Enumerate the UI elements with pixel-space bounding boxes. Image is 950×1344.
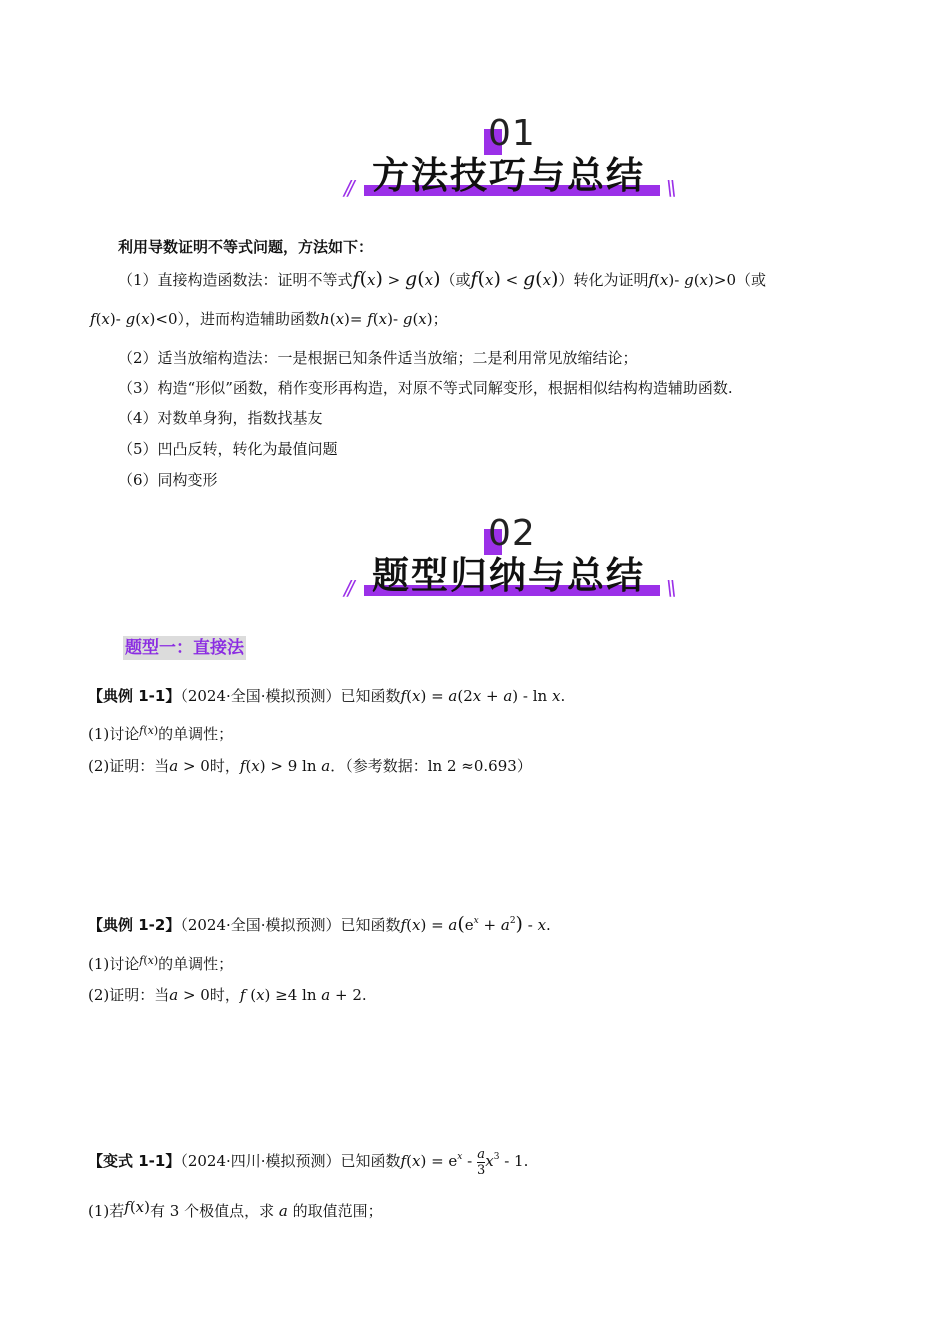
- variant-1-1-question-1: (1)若f(x)有 3 个极值点，求 a 的取值范围；: [88, 1198, 383, 1220]
- example-1-1-statement: 【典例 1-1】（2024·全国·模拟预测）已知函数f(x) = a(2x + a) - ln x.: [88, 687, 566, 705]
- example-1-1-question-2: (2)证明：当a > 0时，f(x) > 9 ln a．（参考数据：ln 2 ≈0.693）: [88, 757, 532, 775]
- banner-1-right-slash: \\: [666, 176, 674, 200]
- variant-1-1-statement: 【变式 1-1】（2024·四川·模拟预测）已知函数$f(x) = e^x$ - $\frac{a}{3}$ $x^3 - 1$.: [88, 1146, 529, 1178]
- example-1-2-question-2: (2)证明：当a > 0时，f (x) ≥4 ln a + 2.: [88, 986, 367, 1004]
- banner-2: [340, 512, 685, 602]
- intro-item-2: （2）适当放缩构造法：一是根据已知条件适当放缩；二是利用常见放缩结论；: [118, 349, 638, 367]
- banner-1-title: 方法技巧与总结: [372, 154, 645, 197]
- intro-item-1-line-1: （1）直接构造函数法：证明不等式f(x) > g(x)（或f(x) < g(x)）转化为证明f(x)- g(x)>0（或: [118, 268, 767, 290]
- intro-item-6: （6）同构变形: [118, 471, 218, 489]
- intro-item-1-line-2: f(x)- g(x)<0），进而构造辅助函数h(x)= f(x)- g(x)；: [90, 310, 448, 328]
- banner-2-right-slash: \\: [666, 576, 674, 600]
- section-label-type-1: 题型一：直接法: [125, 638, 244, 658]
- example-1-2-question-1: (1)讨论$^{f(x)}$的单调性；: [88, 954, 234, 973]
- fraction-a-over-3: $\frac{a}{3}$: [476, 1146, 486, 1178]
- intro-item-3: （3）构造“形似”函数，稍作变形再构造，对原不等式同解变形，根据相似结构构造辅助函数.: [118, 379, 733, 397]
- banner-1: [340, 112, 685, 202]
- example-1-1-question-1: (1)讨论$^{f(x)}$的单调性；: [88, 724, 234, 743]
- banner-1-left-slash: //: [344, 176, 352, 200]
- intro-item-5: （5）凹凸反转，转化为最值问题: [118, 440, 338, 458]
- banner-1-number: 01: [488, 113, 536, 154]
- example-1-2-statement: 【典例 1-2】（2024·全国·模拟预测）已知函数$f(x) = a(e^x + a^2) - x$.: [88, 913, 551, 935]
- banner-2-left-slash: //: [344, 576, 352, 600]
- intro-item-4: （4）对数单身狗，指数找基友: [118, 409, 323, 427]
- banner-2-title: 题型归纳与总结: [372, 554, 645, 597]
- intro-heading: 利用导数证明不等式问题，方法如下：: [118, 238, 374, 256]
- banner-2-number: 02: [488, 513, 536, 554]
